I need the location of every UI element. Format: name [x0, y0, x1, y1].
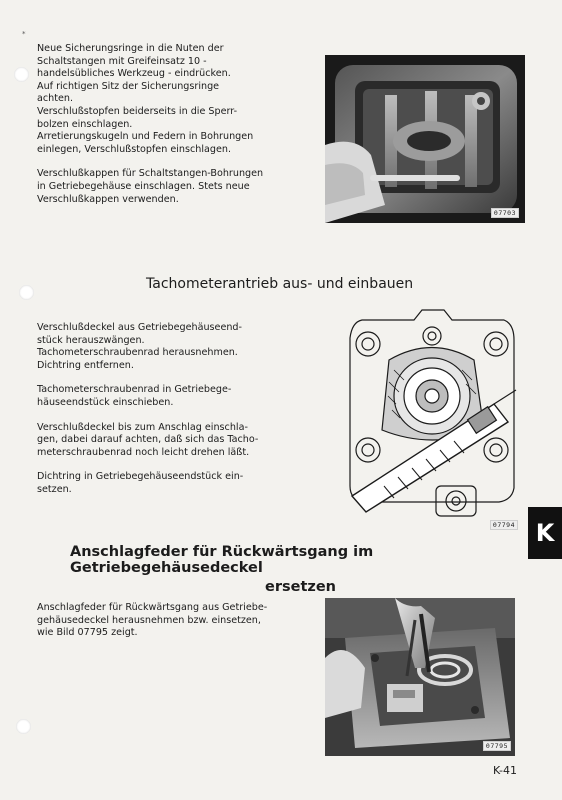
heading-anschlagfeder: Anschlagfeder für Rückwärtsgang im Getriebegehäusedeckel	[70, 544, 374, 576]
feder-paragraph-1: Anschlagfeder für Rückwärtsgang aus Getriebe- gehäusedeckel herausnehmen bzw. einsetzen, wie Bild 07795 zeigt.	[37, 602, 268, 639]
figure-id-07794: 07794	[490, 520, 518, 530]
figure-id-07795: 07795	[483, 741, 511, 751]
heading-tachometerantrieb: Tachometerantrieb aus- und einbauen	[146, 276, 414, 292]
tacho-paragraph-2: Tachometerschraubenrad in Getriebege- häuseendstück einschieben.	[37, 384, 232, 408]
photo-reverse-stop-spring-drawing	[325, 598, 515, 756]
figure-id-07703: 07703	[491, 208, 519, 218]
tacho-paragraph-4: Dichtring in Getriebegehäuseendstück ein- setzen.	[37, 471, 244, 495]
tacho-paragraph-1: Verschlußdeckel aus Getriebegehäuseend- stück herauszwängen. Tachometerschraubenrad herausnehmen. Dichtring entfernen.	[37, 322, 242, 371]
binder-hole-middle	[19, 285, 34, 300]
page-number: K-41	[493, 764, 518, 777]
drawing-tachometer-drive	[344, 300, 519, 532]
photo-shift-rod-housing-drawing	[325, 55, 525, 223]
binder-hole-bottom	[16, 719, 31, 734]
tacho-text	[37, 322, 327, 497]
binder-hole-top	[14, 67, 29, 82]
drawing-tachometer-drive-svg	[344, 300, 519, 532]
heading-anschlagfeder-line2: ersetzen	[265, 579, 336, 595]
corner-mark: *	[22, 30, 26, 38]
intro-text	[37, 43, 317, 206]
intro-paragraph-1: Neue Sicherungsringe in die Nuten der Schaltstangen mit Greifeinsatz 10 - handelsübliches Werkzeug - eindrücken. Auf richtigen Sitz der Sicherungsringe achten. Verschlußstopfen beiderseits in die Sperr- bolzen einschlagen. Arretierungskugeln und Federn in Bohrungen einlegen, Verschlußstopfen einschlagen.	[37, 43, 254, 155]
photo-reverse-stop-spring	[325, 598, 515, 756]
photo-shift-rod-housing	[325, 55, 525, 223]
feder-text	[37, 602, 317, 640]
section-tab-k: K	[528, 507, 562, 559]
tacho-paragraph-3: Verschlußdeckel bis zum Anschlag einschla- gen, dabei darauf achten, daß sich das Tacho- meterschraubenrad noch leicht drehen läßt.	[37, 421, 259, 458]
intro-paragraph-2: Verschlußkappen für Schaltstangen-Bohrungen in Getriebegehäuse einschlagen. Stets neue Verschlußkappen verwenden.	[37, 168, 264, 205]
